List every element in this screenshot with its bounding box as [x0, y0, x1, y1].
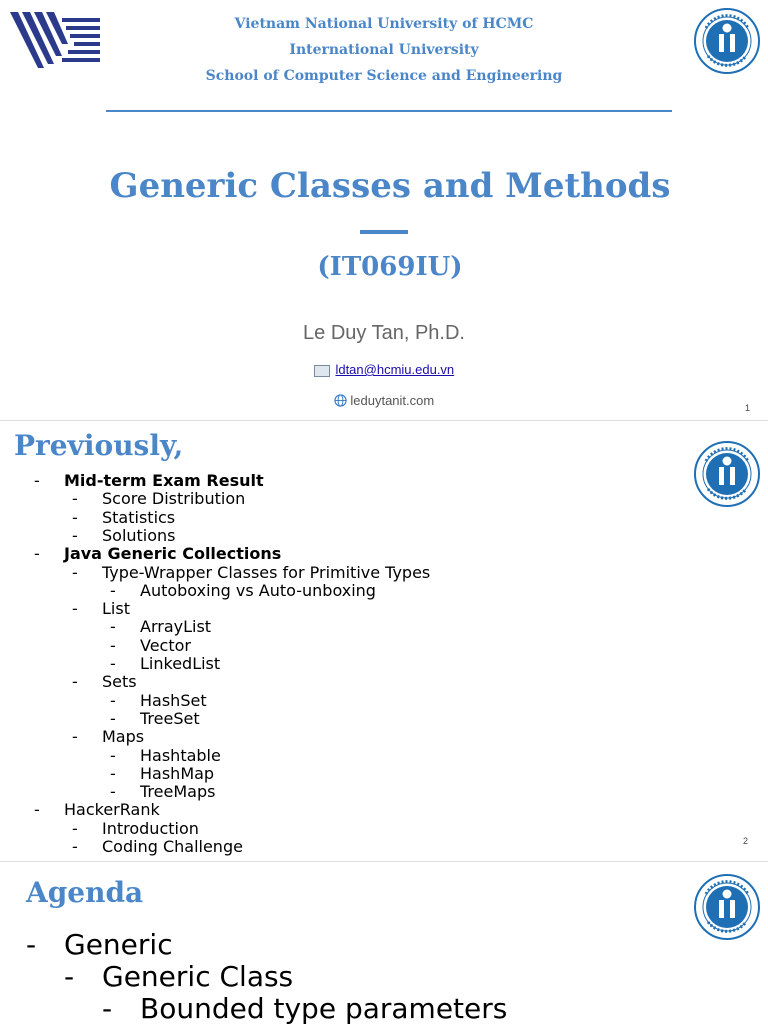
list-item-text: Hashtable — [140, 745, 221, 765]
list-item-text: Autoboxing vs Auto-unboxing — [140, 580, 376, 600]
header-line-3: School of Computer Science and Engineering — [205, 68, 563, 84]
university-seal-icon — [694, 8, 760, 74]
globe-icon — [334, 394, 347, 407]
website-text: leduytanit.com — [350, 393, 435, 408]
email-icon — [314, 365, 330, 377]
list-item-text: ArrayList — [140, 617, 212, 637]
bullet-dash: - — [110, 745, 116, 765]
list-item — [110, 709, 200, 728]
list-item — [110, 636, 191, 655]
list-item — [110, 782, 215, 801]
bullet-dash: - — [34, 800, 40, 820]
list-item — [110, 746, 221, 765]
list-item — [72, 837, 243, 856]
bullet-dash: - — [110, 654, 116, 673]
list-item-text: HashSet — [140, 690, 207, 710]
email-link[interactable]: ldtan@hcmiu.edu.vn — [335, 362, 455, 377]
slide-2-title: Previously, — [14, 429, 184, 462]
list-item — [110, 691, 207, 710]
list-item-text: List — [102, 599, 130, 619]
author-name: Le Duy Tan, Ph.D. — [303, 322, 465, 344]
slide-2 — [0, 421, 768, 861]
list-item-text: HackerRank — [64, 800, 160, 820]
list-item — [72, 727, 144, 746]
list-item — [110, 654, 220, 673]
bullet-dash: - — [110, 580, 116, 600]
slide-3 — [0, 862, 768, 1024]
list-item-text: Coding Challenge — [102, 837, 243, 856]
bullet-dash: - — [72, 727, 78, 747]
slide-1 — [0, 0, 768, 420]
list-item-text: TreeSet — [140, 708, 200, 728]
bullet-dash: - — [110, 763, 116, 783]
bullet-dash: - — [34, 471, 40, 490]
bullet-dash: - — [72, 489, 78, 509]
list-item-text: LinkedList — [140, 654, 221, 673]
website-row — [0, 393, 768, 408]
university-seal-icon — [694, 874, 760, 940]
email-row — [0, 362, 768, 377]
list-item — [26, 928, 173, 961]
bullet-dash: - — [110, 617, 116, 637]
list-item-text: Generic Class — [102, 960, 294, 993]
bullet-dash: - — [110, 690, 116, 710]
bullet-dash: - — [110, 708, 116, 728]
list-item-text: Bounded type parameters — [140, 992, 508, 1025]
slide-3-title: Agenda — [26, 876, 144, 909]
bullet-dash: - — [72, 837, 78, 856]
list-item-text: Generic — [64, 928, 173, 961]
list-item-text: Type-Wrapper Classes for Primitive Types — [102, 562, 431, 582]
bullet-dash: - — [34, 544, 40, 564]
list-item — [72, 819, 199, 838]
list-item — [72, 672, 137, 691]
list-item-text: Java Generic Collections — [64, 544, 282, 564]
list-item — [72, 599, 130, 618]
bullet-dash: - — [110, 635, 116, 655]
list-item-text: Maps — [102, 727, 145, 747]
list-item — [72, 508, 175, 527]
list-item — [72, 563, 430, 582]
list-item — [34, 544, 281, 563]
bullet-dash: - — [72, 599, 78, 619]
list-item — [64, 960, 293, 993]
header-line-2: International University — [289, 42, 479, 58]
list-item-text: Introduction — [102, 818, 199, 838]
list-item-text: Mid-term Exam Result — [64, 471, 264, 490]
page-number-1: 1 — [745, 403, 751, 413]
list-item — [110, 764, 214, 783]
header-divider — [106, 110, 672, 112]
list-item — [34, 471, 264, 490]
list-item-text: Statistics — [102, 507, 176, 527]
presentation-title: Generic Classes and Methods — [109, 166, 671, 206]
title-underline — [360, 230, 408, 234]
bullet-dash: - — [102, 992, 113, 1025]
list-item — [110, 581, 376, 600]
list-item — [34, 800, 160, 819]
list-item-text: Vector — [140, 635, 191, 655]
bullet-dash: - — [64, 960, 75, 993]
list-item-text: Solutions — [102, 525, 176, 545]
list-item — [72, 489, 245, 508]
page-number-2: 2 — [743, 836, 749, 846]
course-code: (IT069IU) — [317, 252, 463, 282]
bullet-dash: - — [72, 525, 78, 545]
bullet-dash: - — [72, 818, 78, 838]
university-seal-icon — [694, 441, 760, 507]
list-item — [102, 992, 507, 1025]
list-item-text: Sets — [102, 672, 137, 692]
bullet-dash: - — [26, 928, 37, 961]
bullet-dash: - — [72, 562, 78, 582]
bullet-dash: - — [72, 672, 78, 692]
bullet-dash: - — [110, 782, 116, 802]
list-item-text: TreeMaps — [140, 782, 216, 802]
list-item — [72, 526, 176, 545]
list-item — [110, 617, 211, 636]
header-line-1: Vietnam National University of HCMC — [234, 16, 534, 32]
list-item-text: HashMap — [140, 763, 215, 783]
list-item-text: Score Distribution — [102, 489, 246, 509]
bullet-dash: - — [72, 507, 78, 527]
